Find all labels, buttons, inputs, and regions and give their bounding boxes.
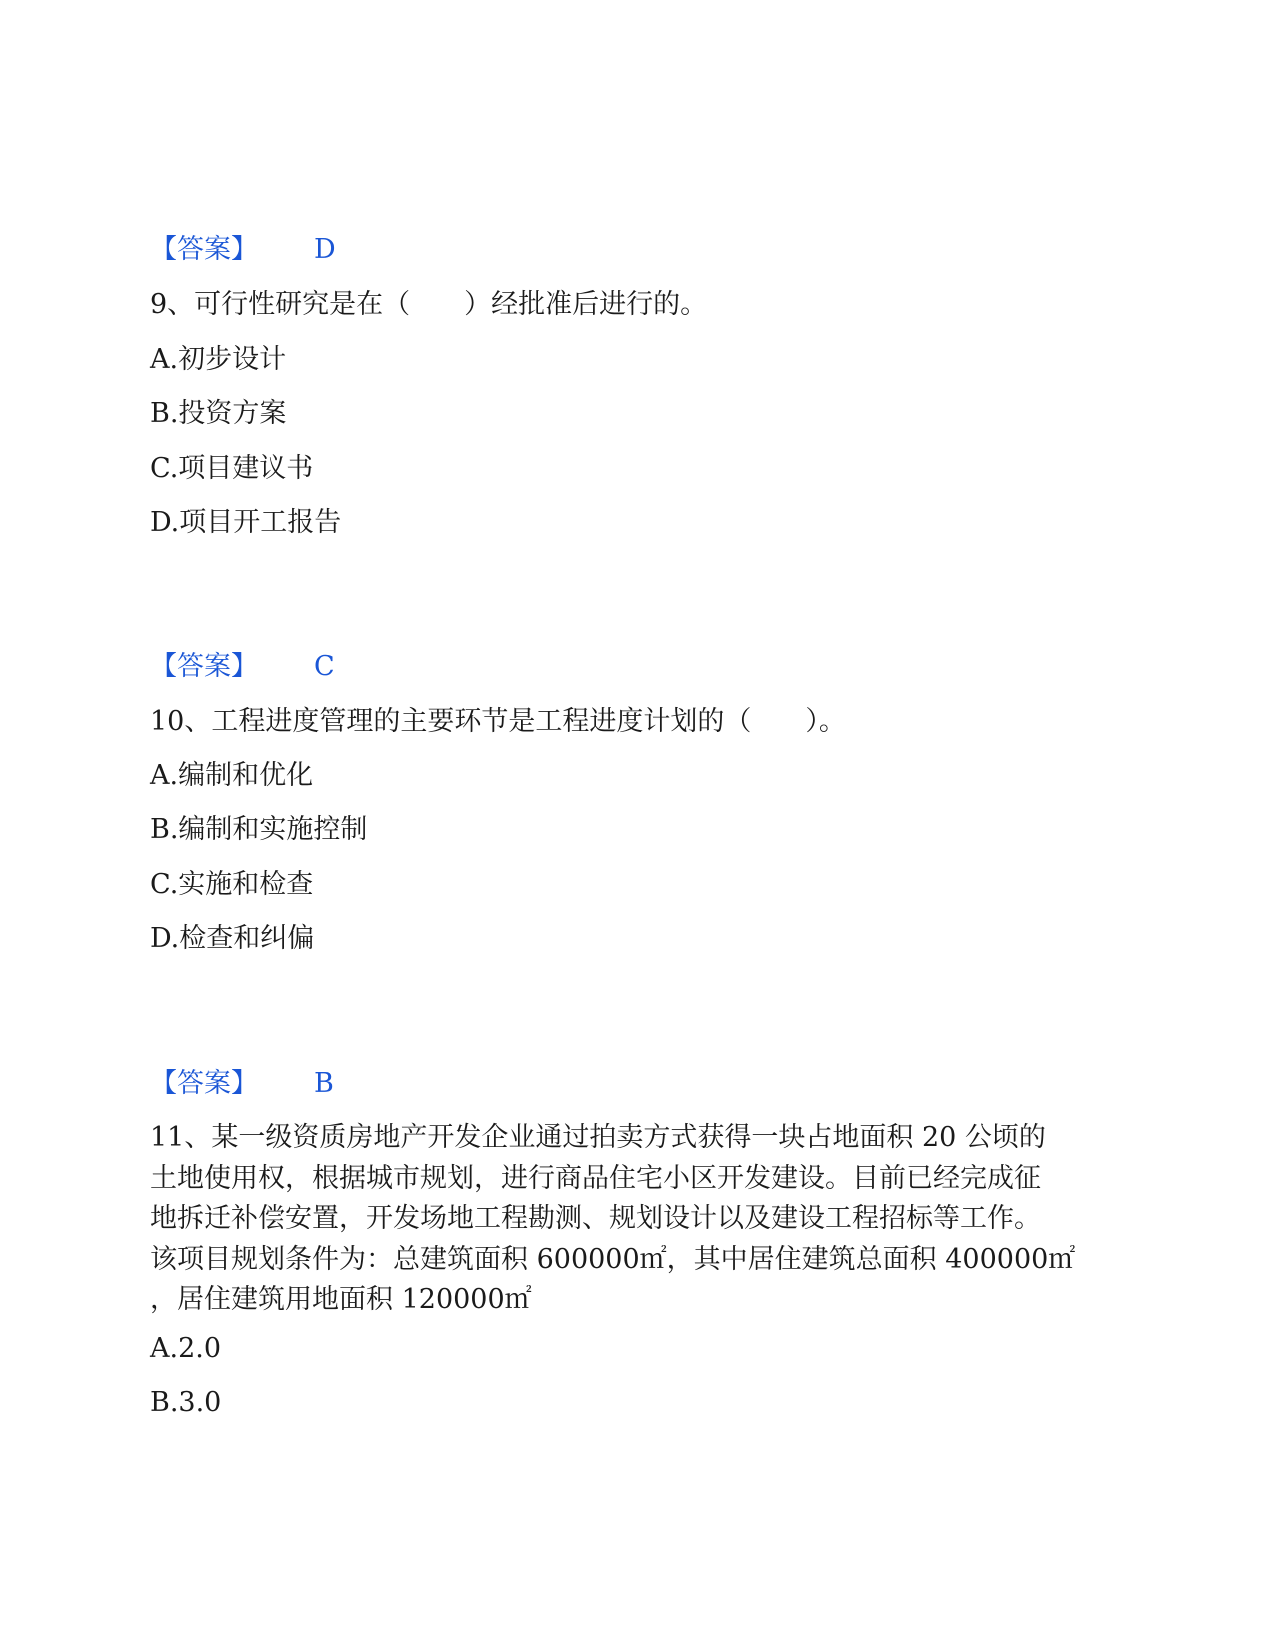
question-11-option-b: B.3.0 xyxy=(150,1387,222,1418)
answer-value: D xyxy=(314,234,336,265)
question-10-text: 10、工程进度管理的主要环节是工程进度计划的（ ）。 xyxy=(150,706,846,737)
answer-line-2 xyxy=(150,647,335,687)
question-11-option-a: A.2.0 xyxy=(150,1333,222,1364)
question-11-line: 该项目规划条件为：总建筑面积 600000㎡，其中居住建筑总面积 400000㎡ xyxy=(150,1243,1076,1275)
question-9-option-b: B.投资方案 xyxy=(150,398,287,429)
question-9-text: 9、可行性研究是在（ ）经批准后进行的。 xyxy=(150,289,708,320)
question-11-text xyxy=(150,1118,1130,1321)
question-10-option-c: C.实施和检查 xyxy=(150,869,314,900)
answer-line-1 xyxy=(150,230,336,270)
question-9-option-c: C.项目建议书 xyxy=(150,453,314,484)
answer-label: 【答案】 xyxy=(150,1068,258,1099)
question-10-option-a: A.编制和优化 xyxy=(150,760,314,791)
answer-value: C xyxy=(314,651,335,682)
question-11-line: 地拆迁补偿安置，开发场地工程勘测、规划设计以及建设工程招标等工作。 xyxy=(150,1203,1041,1234)
answer-label: 【答案】 xyxy=(150,234,258,265)
answer-line-3 xyxy=(150,1064,334,1104)
question-11-line: 土地使用权，根据城市规划，进行商品住宅小区开发建设。目前已经完成征 xyxy=(150,1162,1041,1194)
question-10-option-d: D.检查和纠偏 xyxy=(150,923,315,954)
answer-label: 【答案】 xyxy=(150,651,258,682)
question-9-option-a: A.初步设计 xyxy=(150,344,287,375)
question-11-line: ，居住建筑用地面积 120000㎡ xyxy=(150,1284,532,1315)
question-11-line: 11、某一级资质房地产开发企业通过拍卖方式获得一块占地面积 20 公顷的 xyxy=(150,1122,1046,1153)
question-10-option-b: B.编制和实施控制 xyxy=(150,814,368,845)
answer-value: B xyxy=(314,1068,334,1099)
question-9-option-d: D.项目开工报告 xyxy=(150,507,342,538)
